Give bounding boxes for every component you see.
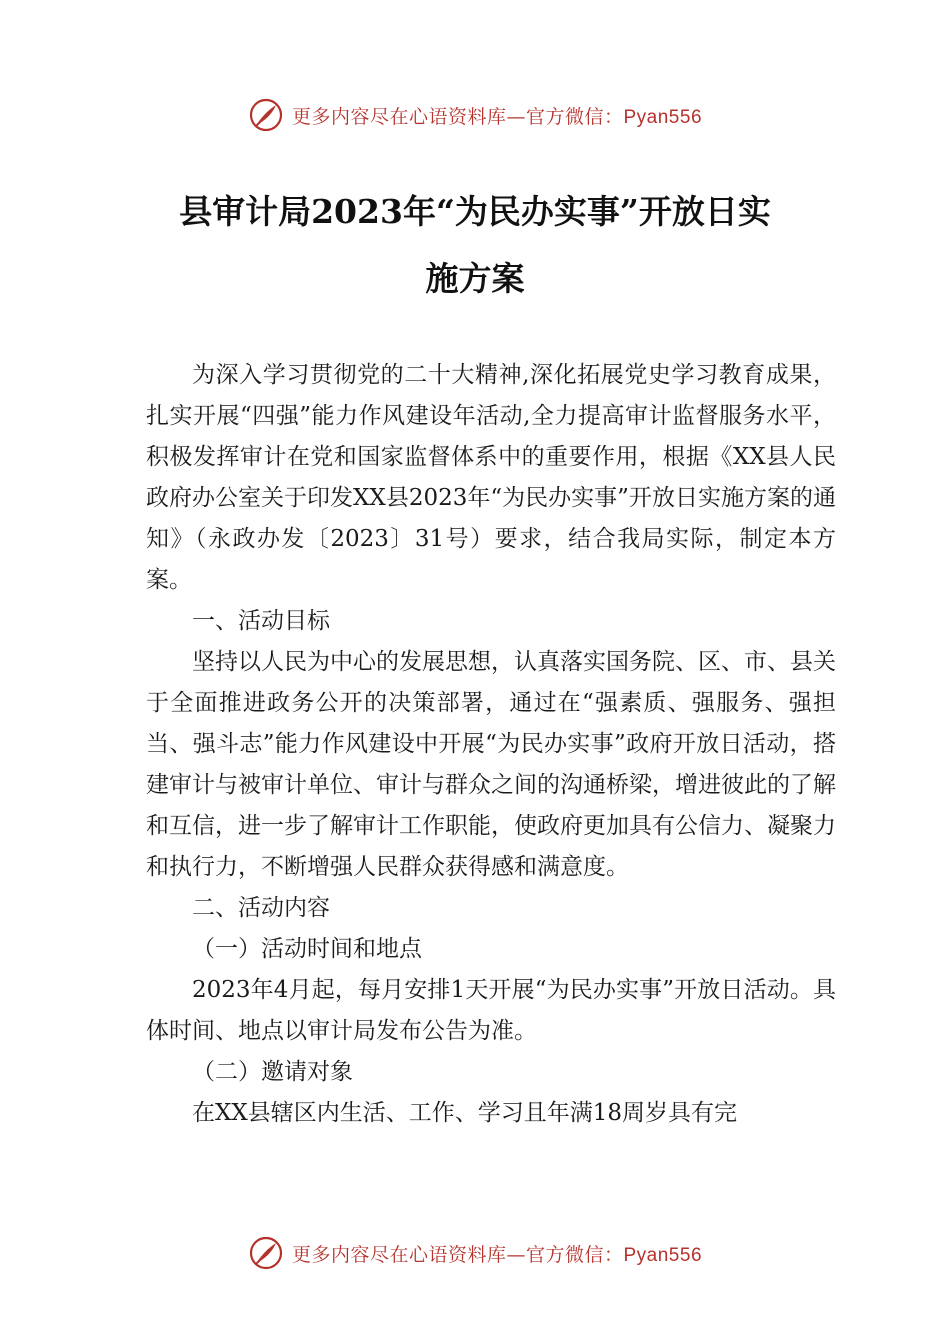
section-heading-goal: 一、活动目标 [192,608,330,634]
wechat-id: Pyan556 [623,1244,703,1266]
goal-paragraph: 坚持以人民为中心的发展思想，认真落实国务院、区、市、县关于全面推进政务公开的决策部署，通过在“强素质、强服务、强担当、强斗志”能力作风建设中开展“为民办实事”政府开放日活动，搭建审计与被审计单位、审计与群众之间的沟通桥梁，增进彼此的了解和互信，进一步了解审计工作职能，使政府更加具有公信力、凝聚力和执行力，不断增强人民群众获得感和满意度。 [146,649,836,880]
invitees-paragraph: 在XX县辖区内生活、工作、学习且年满18周岁具有完 [192,1100,738,1126]
footer-banner [0,1231,950,1275]
quill-pen-logo-icon [248,1235,284,1271]
section-heading-content: 二、活动内容 [192,895,330,921]
wechat-id: Pyan556 [623,106,703,128]
promo-text [292,102,702,129]
subsection-heading-invitees: （二）邀请对象 [192,1059,353,1085]
intro-paragraph: 为深入学习贯彻党的二十大精神,深化拓展党史学习教育成果，扎实开展“四强”能力作风建设年活动,全力提高审计监督服务水平，积极发挥审计在党和国家监督体系中的重要作用，根据《XX县人民政府办公室关于印发XX县2023年“为民办实事”开放日实施方案的通知》（永政办发〔2023〕31号）要求，结合我局实际，制定本方案。 [146,362,836,593]
quill-pen-logo-icon [248,97,284,133]
document-title-line-1: 县审计局2023年“为民办实事”开放日实 [179,192,771,231]
subsection-heading-time-place: （一）活动时间和地点 [192,936,422,962]
promo-label: 更多内容尽在心语资料库—官方微信： [291,1243,624,1266]
time-place-paragraph: 2023年4月起，每月安排1天开展“为民办实事”开放日活动。具体时间、地点以审计局发布公告为准。 [146,977,836,1044]
document-title-line-2: 施方案 [425,259,525,298]
promo-text [292,1240,702,1267]
document-body [146,355,836,1134]
header-banner [0,93,950,137]
promo-label: 更多内容尽在心语资料库—官方微信： [291,105,624,128]
